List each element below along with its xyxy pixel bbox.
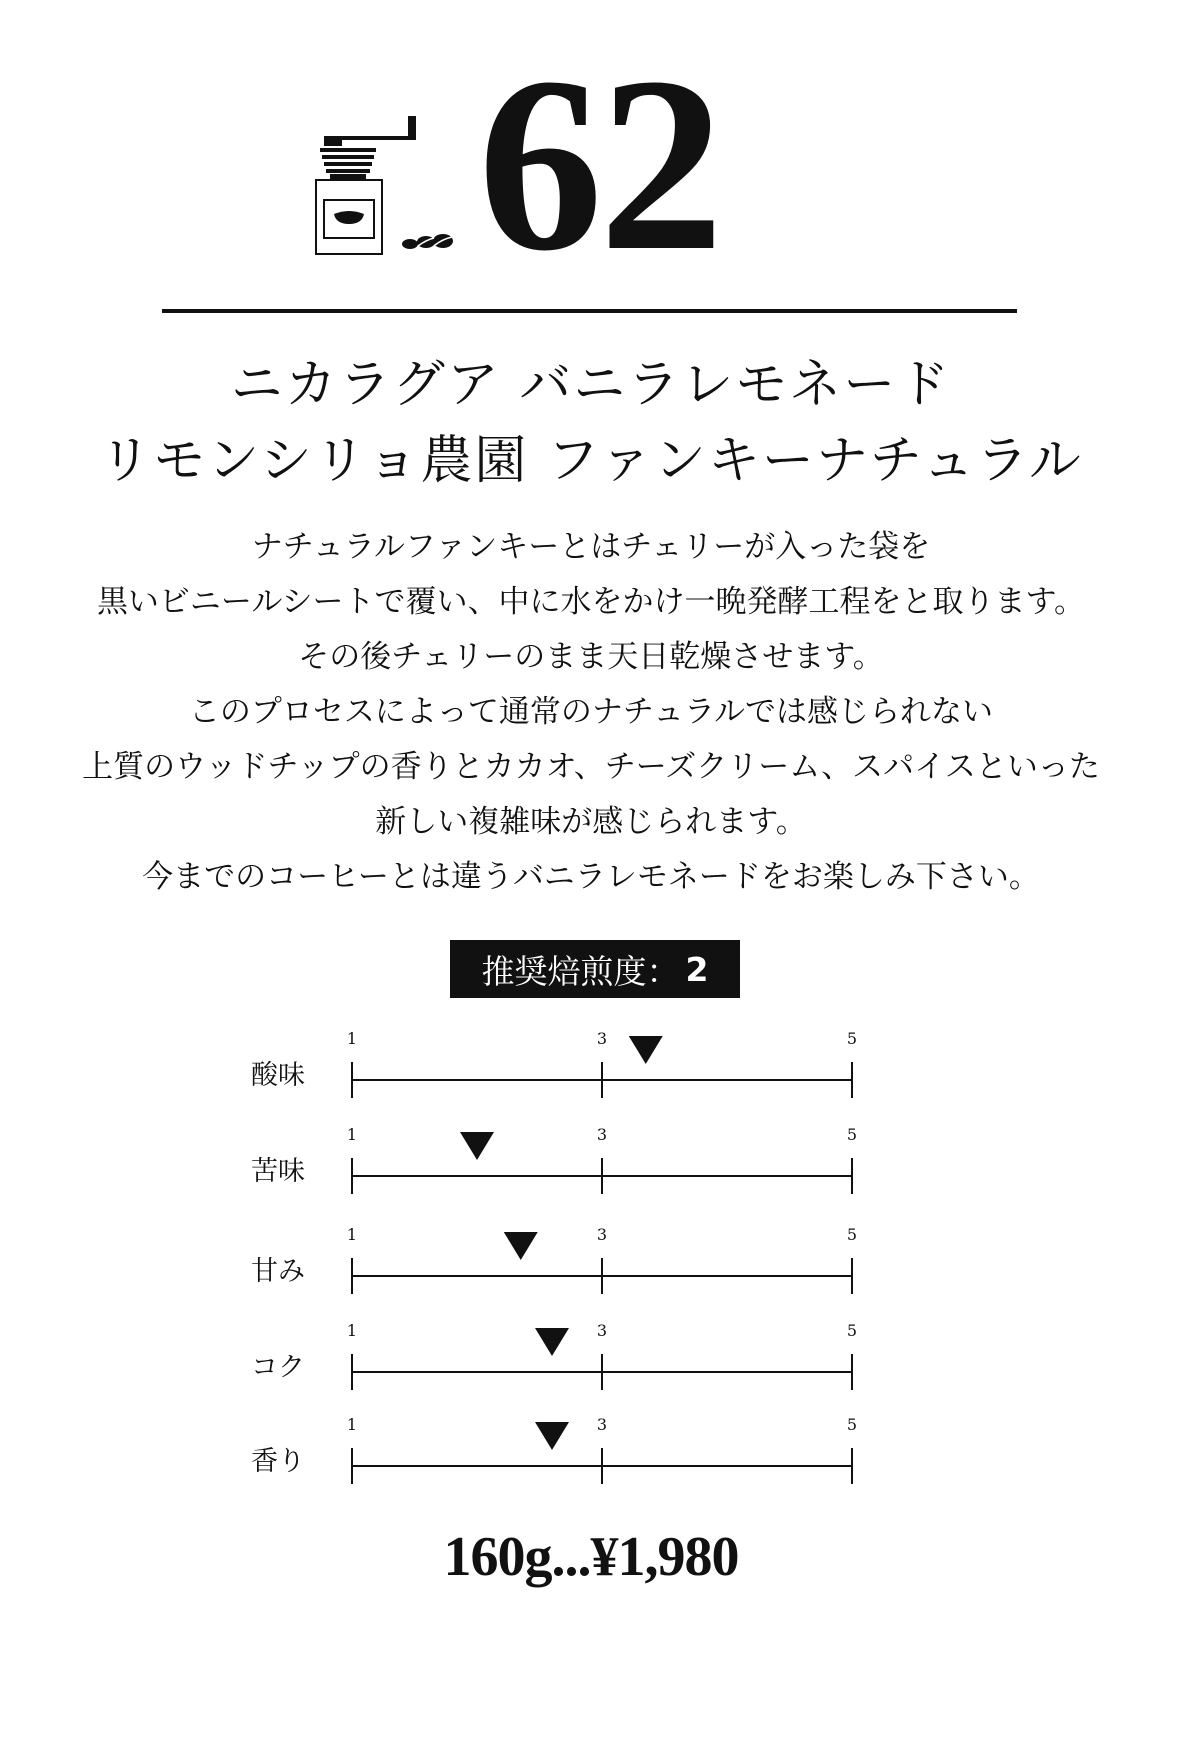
description bbox=[0, 520, 1182, 905]
taste-tick-label: 5 bbox=[846, 1125, 858, 1144]
description-line: その後チェリーのまま天日乾燥させます。 bbox=[298, 639, 884, 675]
taste-tick-label: 3 bbox=[596, 1415, 608, 1434]
taste-label: 甘み bbox=[251, 1256, 305, 1287]
coffee-grinder-icon bbox=[300, 110, 460, 260]
roast-level-label: 推奨焙煎度： bbox=[481, 951, 680, 991]
taste-tick-label: 3 bbox=[596, 1125, 608, 1144]
taste-label: 酸味 bbox=[251, 1060, 305, 1091]
taste-tick-label: 3 bbox=[596, 1321, 608, 1340]
description-line: ナチュラルファンキーとはチェリーが入った袋を bbox=[251, 529, 931, 565]
taste-tick-label: 1 bbox=[346, 1321, 358, 1340]
description-line: 今までのコーヒーとは違うバニラレモネードをお楽しみ下さい。 bbox=[142, 859, 1040, 895]
taste-tick-label: 5 bbox=[846, 1321, 858, 1340]
product-title-line-1: ニカラグア バニラレモネード bbox=[230, 355, 952, 415]
price: 160g...¥1,980 bbox=[443, 1526, 739, 1588]
taste-marker bbox=[504, 1232, 538, 1260]
taste-tick-label: 1 bbox=[346, 1225, 358, 1244]
product-title-line-2: リモンシリョ農園 ファンキーナチュラル bbox=[99, 431, 1083, 491]
description-line: 黒いビニールシートで覆い、中に水をかけ一晩発酵工程をと取ります。 bbox=[96, 584, 1086, 620]
description-line: このプロセスによって通常のナチュラルでは感じられない bbox=[188, 694, 994, 730]
taste-tick-label: 3 bbox=[596, 1225, 608, 1244]
taste-label: コク bbox=[251, 1352, 305, 1383]
header-divider bbox=[162, 309, 1017, 313]
roast-level-badge bbox=[450, 940, 740, 998]
taste-tick-label: 3 bbox=[596, 1029, 608, 1048]
taste-tick-label: 5 bbox=[846, 1415, 858, 1434]
taste-marker bbox=[535, 1422, 569, 1450]
description-line: 上質のウッドチップの香りとカカオ、チーズクリーム、スパイスといった bbox=[82, 749, 1100, 785]
taste-marker bbox=[535, 1328, 569, 1356]
taste-marker bbox=[629, 1036, 663, 1064]
roast-level-value: 2 bbox=[685, 949, 709, 989]
taste-marker bbox=[460, 1132, 494, 1160]
taste-label: 苦味 bbox=[251, 1156, 305, 1187]
taste-label: 香り bbox=[251, 1446, 305, 1477]
taste-tick-label: 5 bbox=[846, 1225, 858, 1244]
taste-tick-label: 1 bbox=[346, 1125, 358, 1144]
description-line: 新しい複雑味が感じられます。 bbox=[375, 804, 807, 840]
taste-tick-label: 1 bbox=[346, 1029, 358, 1048]
taste-tick-label: 5 bbox=[846, 1029, 858, 1048]
taste-tick-label: 1 bbox=[346, 1415, 358, 1434]
product-number: 62 bbox=[478, 26, 720, 303]
